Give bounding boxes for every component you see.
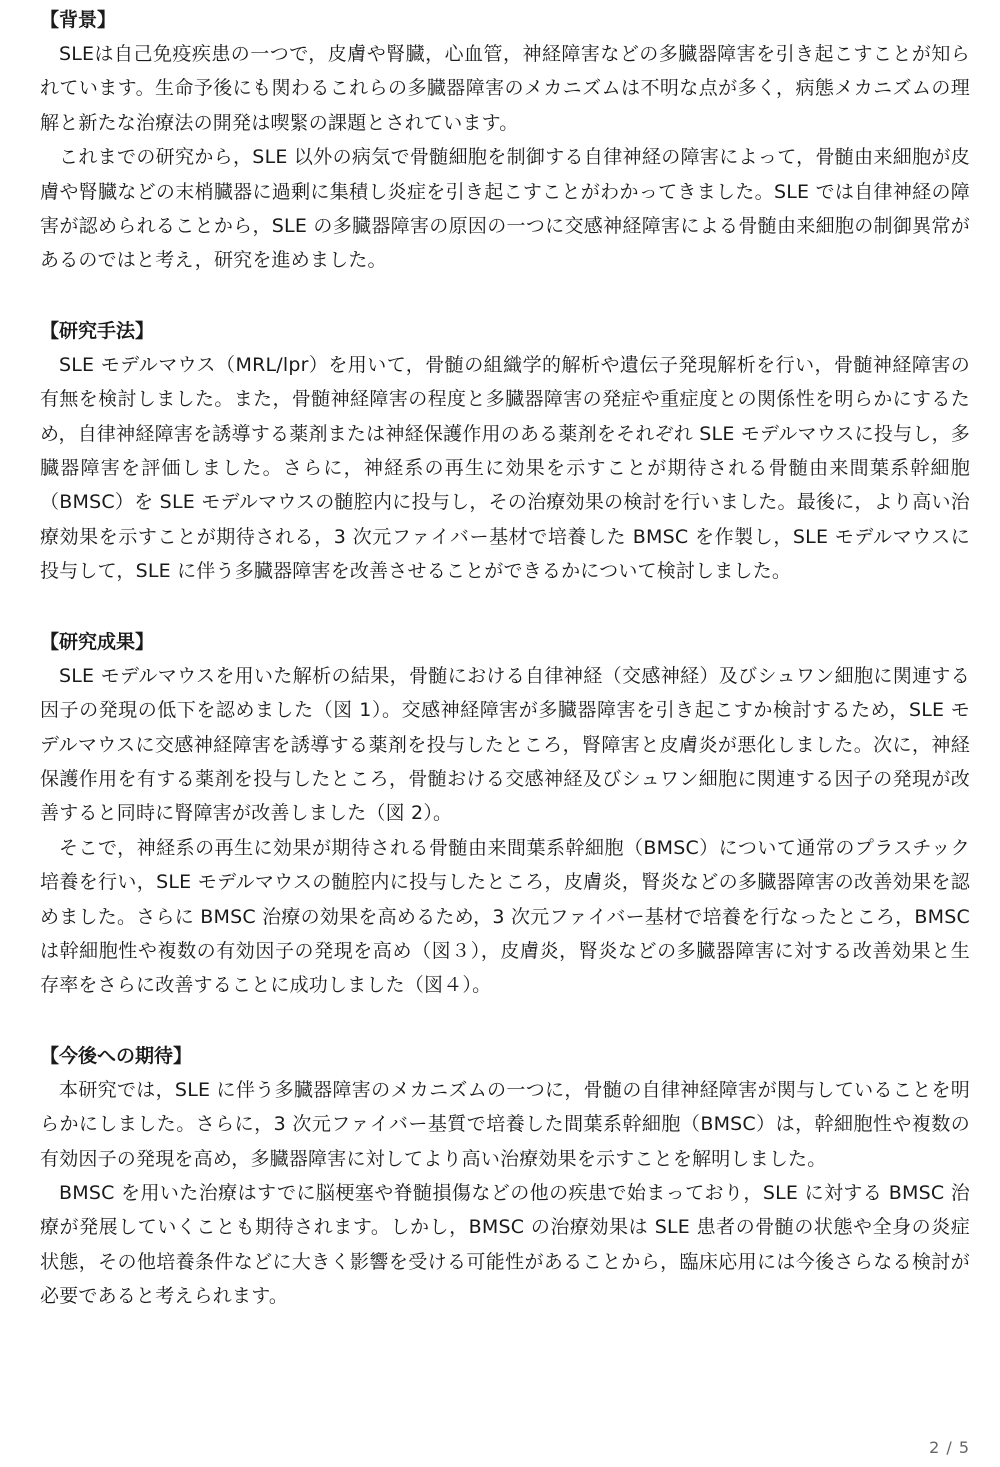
section-methods [40,314,970,589]
section-title-results: 【研究成果】 [40,630,155,653]
section-title-background: 【背景】 [40,9,117,31]
document-page [40,0,970,1314]
paragraph: BMSC を用いた治療はすでに脳梗塞や脊髄損傷などの他の疾患で始まっており，SLE に対する BMSC 治療が発展していくことも期待されます。しかし，BMSC の治療効果は SLE 患者の骨髄の状態や全身の炎症状態，その他培養条件などに大きく影響を受ける可能性があることから，臨床応用には今後さらなる検討が必要であると考えられます。 [40,1181,970,1308]
section-title-methods: 【研究手法】 [40,319,155,342]
paragraph: 本研究では，SLE に伴う多臓器障害のメカニズムの一つに，骨髄の自律神経障害が関与していることを明らかにしました。さらに，3 次元ファイバー基質で培養した間葉系幹細胞（BMSC）は，幹細胞性や複数の有効因子の発現を高め，多臓器障害に対してより高い治療効果を示すことを解明しました。 [40,1078,970,1170]
paragraph: SLE モデルマウスを用いた解析の結果，骨髄における自律神経（交感神経）及びシュワン細胞に関連する因子の発現の低下を認めました（図 1）。交感神経障害が多臓器障害を引き起こすか検討するため，SLE モデルマウスに交感神経障害を誘導する薬剤を投与したところ，腎障害と皮膚炎が悪化しました。次に，神経保護作用を有する薬剤を投与したところ，骨髄おける交感神経及びシュワン細胞に関連する因子の発現が改善すると同時に腎障害が改善しました（図 2）。 [40,664,970,825]
paragraph: SLE モデルマウス（MRL/lpr）を用いて，骨髄の組織学的解析や遺伝子発現解析を行い，骨髄神経障害の有無を検討しました。また，骨髄神経障害の程度と多臓器障害の発症や重症度との関係性を明らかにするため，自律神経障害を誘導する薬剤または神経保護作用のある薬剤をそれぞれ SLE モデルマウスに投与し，多臓器障害を評価しました。さらに，神経系の再生に効果を示すことが期待される骨髄由来間葉系幹細胞（BMSC）を SLE モデルマウスの髄腔内に投与し，その治療効果の検討を行いました。最後に，より高い治療効果を示すことが期待される，3 次元ファイバー基材で培養した BMSC を作製し，SLE モデルマウスに投与して，SLE に伴う多臓器障害を改善させることができるかについて検討しました。 [40,353,970,583]
paragraph: SLEは自己免疫疾患の一つで，皮膚や腎臓，心血管，神経障害などの多臓器障害を引き起こすことが知られています。生命予後にも関わるこれらの多臓器障害のメカニズムは不明な点が多く，病態メカニズムの理解と新たな治療法の開発は喫緊の課題とされています。 [40,43,970,134]
paragraph: そこで，神経系の再生に効果が期待される骨髄由来間葉系幹細胞（BMSC）について通常のプラスチック培養を行い，SLE モデルマウスの髄腔内に投与したところ，皮膚炎，腎炎などの多臓器障害の改善効果を認めました。さらに BMSC 治療の効果を高めるため，3 次元ファイバー基材で培養を行なったところ，BMSC は幹細胞性や複数の有効因子の発現を高め（図３），皮膚炎，腎炎などの多臓器障害に対する改善効果と生存率をさらに改善することに成功しました（図４）。 [40,836,970,997]
section-background [40,0,970,278]
section-future [40,1039,970,1314]
section-title-future: 【今後への期待】 [40,1044,193,1067]
section-results [40,625,970,1003]
page-number: 2 / 5 [929,1438,970,1457]
paragraph: これまでの研究から，SLE 以外の病気で骨髄細胞を制御する自律神経の障害によって，骨髄由来細胞が皮膚や腎臓などの末梢臓器に過剰に集積し炎症を引き起こすことがわかってきました。SLE では自律神経の障害が認められることから，SLE の多臓器障害の原因の一つに交感神経障害による骨髄由来細胞の制御異常があるのではと考え，研究を進めました。 [40,146,970,272]
